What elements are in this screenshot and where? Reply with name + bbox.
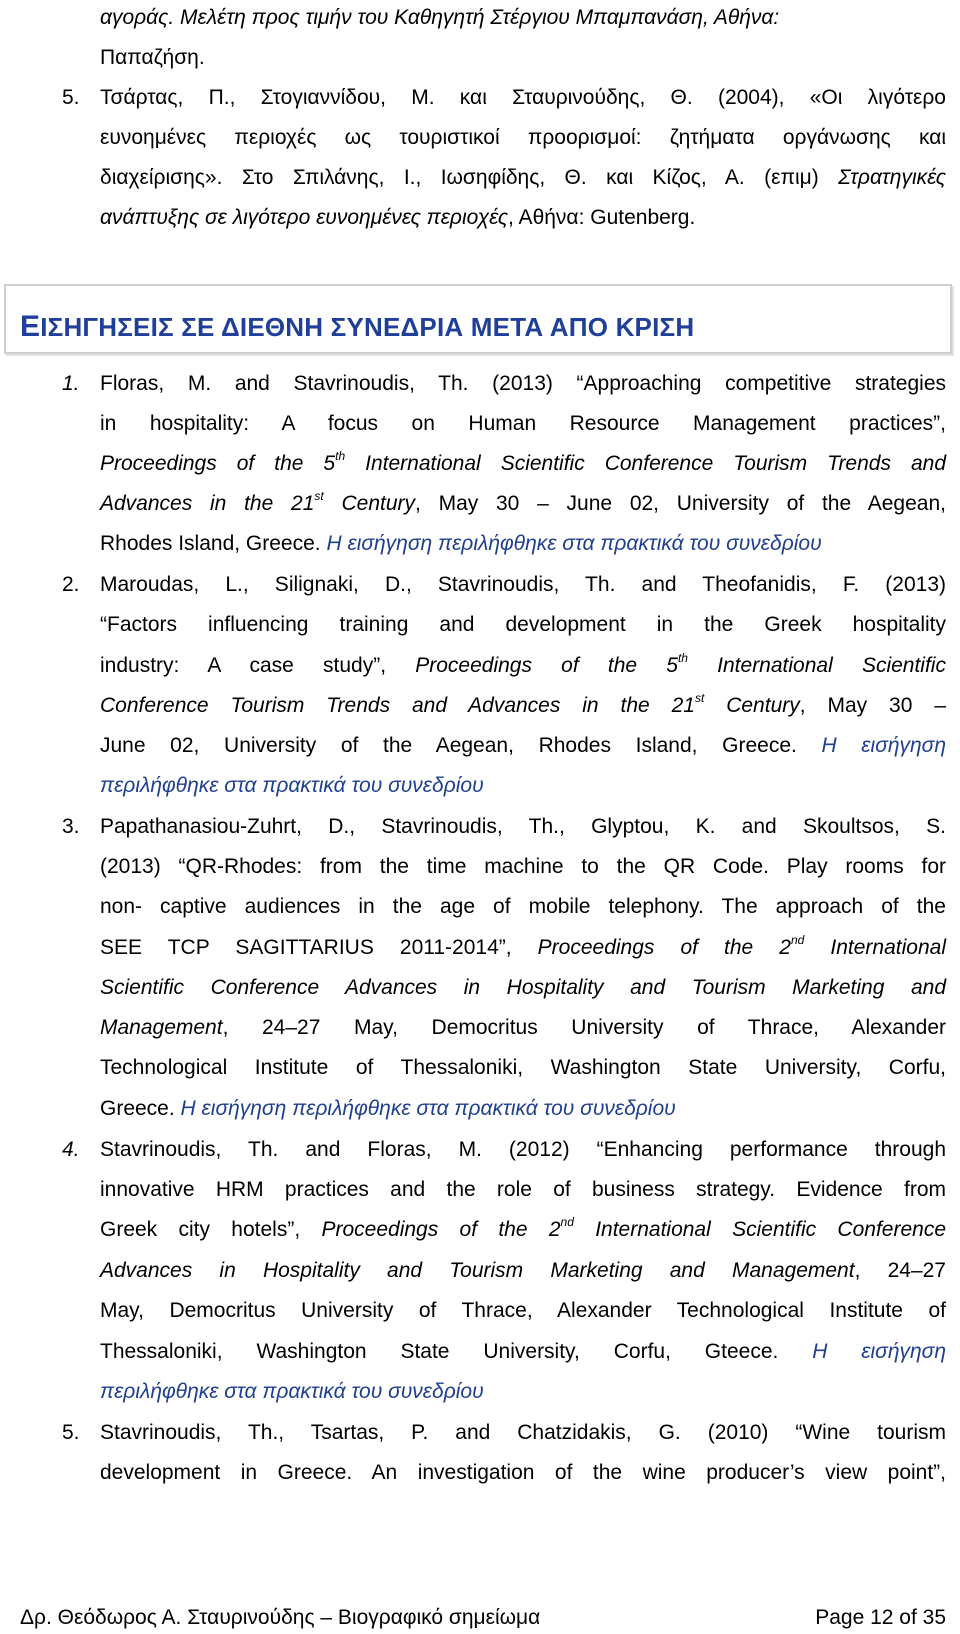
- list-item-line: Proceedings of the 5th International Scientific Conference Tourism Trends and: [100, 449, 946, 475]
- list-item-line: Rhodes Island, Greece. Η εισήγηση περιλήφθηκε στα πρακτικά του συνεδρίου: [100, 532, 822, 555]
- list-item-line: Greek city hotels”, Proceedings of the 2nd International Scientific Conference: [100, 1215, 946, 1241]
- list-item-line: Stavrinoudis, Th., Tsartas, P. and Chatzidakis, G. (2010) “Wine tourism: [100, 1421, 946, 1444]
- list-item-line: διαχείρισης». Στο Σπιλάνης, Ι., Ιωσηφίδης, Θ. και Κίζος, Α. (επιμ) Στρατηγικές: [100, 166, 946, 189]
- list-item-line: Thessaloniki, Washington State University, Corfu, Gteece. Η εισήγηση: [100, 1340, 946, 1363]
- list-item-line: Scientific Conference Advances in Hospitality and Tourism Marketing and: [100, 976, 946, 999]
- list-item-line: innovative HRM practices and the role of business strategy. Evidence from: [100, 1178, 946, 1201]
- list-number: 4.: [62, 1138, 80, 1161]
- list-item-line: industry: A case study”, Proceedings of the 5th International Scientific: [100, 651, 946, 677]
- list-item-line: in hospitality: A focus on Human Resource Management practices”,: [100, 412, 946, 435]
- list-item-line: June 02, University of the Aegean, Rhodes Island, Greece. Η εισήγηση: [100, 734, 946, 757]
- list-item-line: Advances in the 21st Century, May 30 – June 02, University of the Aegean,: [100, 489, 946, 515]
- list-item-line: “Factors influencing training and development in the Greek hospitality: [100, 613, 946, 636]
- list-item-line: Τσάρτας, Π., Στογιαννίδου, Μ. και Σταυρινούδης, Θ. (2004), «Οι λιγότερο: [100, 86, 946, 109]
- list-item-line: Floras, M. and Stavrinoudis, Th. (2013) “Approaching competitive strategies: [100, 372, 946, 395]
- list-item-line: περιλήφθηκε στα πρακτικά του συνεδρίου: [100, 1380, 484, 1403]
- list-item-line: Maroudas, L., Silignaki, D., Stavrinoudis, Th. and Theofanidis, F. (2013): [100, 573, 946, 596]
- list-item-line: Papathanasiou-Zuhrt, D., Stavrinoudis, Th., Glyptou, K. and Skoultsos, S.: [100, 815, 946, 838]
- list-number: 5.: [62, 86, 80, 109]
- list-number: 2.: [62, 573, 80, 596]
- list-item-line: ευνοημένες περιοχές ως τουριστικοί προορισμοί: ζητήματα οργάνωσης και: [100, 126, 946, 149]
- list-item-line: Technological Institute of Thessaloniki, Washington State University, Corfu,: [100, 1056, 946, 1079]
- list-item-line: May, Democritus University of Thrace, Alexander Technological Institute of: [100, 1299, 946, 1322]
- list-item-line: Advances in Hospitality and Tourism Marketing and Management, 24–27: [100, 1259, 946, 1282]
- list-item-line: non- captive audiences in the age of mobile telephony. The approach of the: [100, 895, 946, 918]
- list-number: 5.: [62, 1421, 80, 1444]
- list-number: 3.: [62, 815, 80, 838]
- list-item-line: Conference Tourism Trends and Advances in the 21st Century, May 30 –: [100, 691, 946, 717]
- list-item-line: Management, 24–27 May, Democritus University of Thrace, Alexander: [100, 1016, 946, 1039]
- list-item-line: development in Greece. An investigation of the wine producer’s view point”,: [100, 1461, 946, 1484]
- list-item-line: (2013) “QR-Rhodes: from the time machine to the QR Code. Play rooms for: [100, 855, 946, 878]
- section-heading: ΕΙΣΗΓΗΣΕΙΣ ΣΕ ΔΙΕΘΝΗ ΣΥΝΕΔΡΙΑ ΜΕΤΑ ΑΠΟ ΚΡΙΣΗ: [20, 310, 695, 343]
- list-item-line: Greece. Η εισήγηση περιλήφθηκε στα πρακτικά του συνεδρίου: [100, 1097, 676, 1120]
- list-item-line: περιλήφθηκε στα πρακτικά του συνεδρίου: [100, 774, 484, 797]
- carryover-line-1: αγοράς. Μελέτη προς τιμήν του Καθηγητή Στέργιου Μπαμπανάση, Αθήνα:: [100, 6, 780, 29]
- footer-page-number: Page 12 of 35: [815, 1606, 946, 1629]
- list-number: 1.: [62, 372, 80, 395]
- list-item-line: Stavrinoudis, Th. and Floras, M. (2012) “Enhancing performance through: [100, 1138, 946, 1161]
- list-item-line: SEE TCP SAGITTARIUS 2011-2014”, Proceedings of the 2nd International: [100, 933, 946, 959]
- list-item-line: ανάπτυξης σε λιγότερο ευνοημένες περιοχές, Αθήνα: Gutenberg.: [100, 206, 696, 229]
- carryover-line-2: Παπαζήση.: [100, 46, 205, 69]
- footer-author: Δρ. Θεόδωρος Α. Σταυρινούδης – Βιογραφικό σημείωμα: [20, 1606, 541, 1629]
